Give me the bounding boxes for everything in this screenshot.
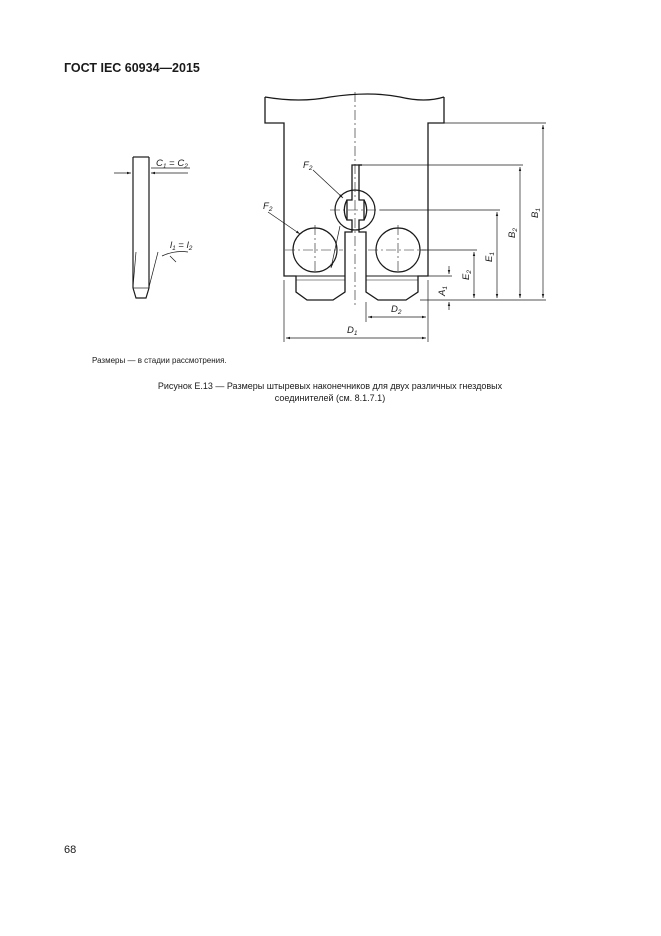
document-standard-id: ГОСТ IEC 60934—2015	[64, 61, 200, 75]
f2-leaders	[268, 170, 343, 268]
pin-holes	[293, 190, 420, 272]
d2-label: $D_2$	[391, 304, 402, 316]
figure-caption	[120, 380, 540, 404]
d1-label: $D_1$	[347, 325, 358, 337]
b2-label: $B_2$	[507, 228, 519, 238]
caption-line-2: соединителей (см. 8.1.7.1)	[274, 393, 386, 403]
center-lines	[285, 92, 426, 305]
caption-line-1: Рисунок Е.13 — Размеры штыревых наконечников для двух различных гнездовых	[157, 381, 503, 391]
f2-label-lower: $F_2$	[263, 201, 273, 213]
e1-label: $E_1$	[484, 252, 496, 262]
a1-label: $A_1$	[437, 286, 449, 296]
pin-side-view	[133, 157, 149, 298]
c1-eq-c2-label: $C_1 = C_2$	[156, 158, 188, 170]
f2-label-upper: $F_2$	[303, 160, 313, 172]
page-number: 68	[64, 844, 77, 856]
l1-eq-l2-label: $l_1 = l_2$	[170, 240, 193, 252]
l-angle-dimension	[133, 252, 188, 288]
pin-front-view	[265, 94, 444, 300]
e2-label: $E_2$	[461, 270, 473, 280]
vertical-dimensions	[362, 123, 546, 310]
figure-note: Размеры — в стадии рассмотрения.	[92, 356, 227, 365]
b1-label: $B_1$	[530, 208, 542, 218]
